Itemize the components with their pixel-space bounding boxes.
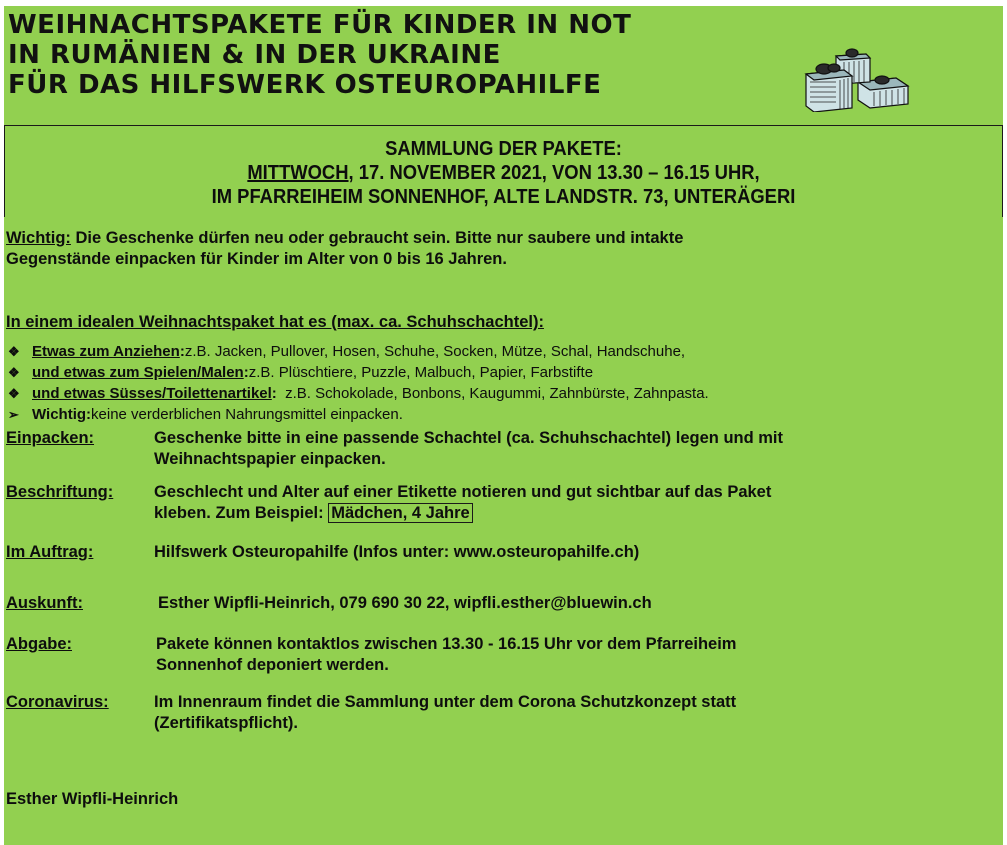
diamond-bullet-icon: ❖ [8, 344, 20, 359]
diamond-bullet-icon: ❖ [8, 365, 20, 380]
section-text: Geschenke bitte in eine passende Schachtel (ca. Schuhschachtel) legen und mit [154, 429, 784, 447]
banner-line-3: IM PFARREIHEIM SONNENHOF, ALTE LANDSTR. 73, UNTERÄGERI [211, 186, 796, 208]
collection-banner [4, 125, 1003, 217]
title-line-1: WEIHNACHTSPAKETE FÜR KINDER IN NOT [8, 10, 632, 40]
bullet-key: Etwas zum Anziehen [32, 343, 180, 360]
section-label: Coronavirus: [6, 693, 109, 711]
section-einpacken [6, 428, 783, 470]
bullet-key: und etwas Süsses/Toilettenartikel [32, 385, 272, 402]
bullet-sep: : [243, 364, 249, 381]
gift-boxes-icon [796, 42, 926, 112]
section-text: kleben. Zum Beispiel: [154, 504, 329, 522]
title-line-2: IN RUMÄNIEN & IN DER UKRAINE [8, 40, 501, 70]
section-text: Pakete können kontaktlos zwischen 13.30 - 16.15 Uhr vor dem Pfarreiheim [156, 635, 737, 653]
section-label: Abgabe: [6, 635, 72, 653]
bullet-sep: : [271, 385, 277, 402]
bullet-text: z.B. Schokolade, Bonbons, Kaugummi, Zahnbürste, Zahnpasta. [276, 385, 709, 402]
banner-day: MITTWOCH [247, 162, 349, 184]
section-text: (Zertifikatspflicht). [154, 714, 298, 732]
banner-line-1: SAMMLUNG DER PAKETE: [385, 138, 622, 160]
section-auftrag [6, 542, 639, 563]
important-text-1: Die Geschenke dürfen neu oder gebraucht sein. Bitte nur saubere und intakte [70, 229, 684, 247]
bullet-sep: : [179, 343, 185, 360]
bullet-key: Wichtig: [32, 406, 92, 423]
section-text: Sonnenhof deponiert werden. [156, 656, 389, 674]
section-text: Geschlecht und Alter auf einer Etikette notieren und gut sichtbar auf das Paket [154, 483, 772, 501]
bullet-key: und etwas zum Spielen/Malen [32, 364, 244, 381]
important-note [6, 228, 683, 270]
diamond-bullet-icon: ❖ [8, 386, 20, 401]
section-text: Im Innenraum findet die Sammlung unter dem Corona Schutzkonzept statt [154, 693, 737, 711]
ideal-package-heading: In einem idealen Weihnachtspaket hat es (max. ca. Schuhschachtel): [6, 313, 544, 331]
signature: Esther Wipfli-Heinrich [6, 790, 179, 808]
arrowhead-bullet-icon: ➢ [8, 407, 19, 422]
bullet-text: z.B. Plüschtiere, Puzzle, Malbuch, Papier, Farbstifte [248, 364, 594, 381]
banner-line-2 [45, 161, 962, 185]
section-label: Einpacken: [6, 429, 95, 447]
flyer-page [4, 6, 1003, 845]
bullet-text: keine verderblichen Nahrungsmittel einpacken. [91, 406, 403, 423]
section-label: Beschriftung: [6, 483, 114, 501]
bullet-text: z.B. Jacken, Pullover, Hosen, Schuhe, Socken, Mütze, Schal, Handschuhe, [184, 343, 686, 360]
list-item [6, 383, 709, 404]
section-auskunft [6, 593, 652, 614]
section-beschriftung [6, 482, 771, 524]
section-text: Esther Wipfli-Heinrich, 079 690 30 22, wipfli.esther@bluewin.ch [158, 594, 652, 612]
title-line-3: FÜR DAS HILFSWERK OSTEUROPAHILFE [8, 70, 602, 100]
banner-date-time: , 17. NOVEMBER 2021, VON 13.30 – 16.15 UHR, [348, 162, 760, 184]
section-coronavirus [6, 692, 736, 734]
example-label-box: Mädchen, 4 Jahre [328, 503, 472, 523]
list-item [6, 404, 709, 425]
flyer-title [8, 10, 631, 100]
section-text: Weihnachtspapier einpacken. [154, 450, 386, 468]
package-contents-list [6, 341, 709, 425]
list-item [6, 341, 709, 362]
section-abgabe [6, 634, 736, 676]
important-label: Wichtig: [6, 229, 71, 247]
section-label: Im Auftrag: [6, 543, 94, 561]
section-label: Auskunft: [6, 594, 83, 612]
list-item [6, 362, 709, 383]
important-text-2: Gegenstände einpacken für Kinder im Alter von 0 bis 16 Jahren. [6, 250, 507, 268]
section-text: Hilfswerk Osteuropahilfe (Infos unter: www.osteuropahilfe.ch) [154, 543, 640, 561]
